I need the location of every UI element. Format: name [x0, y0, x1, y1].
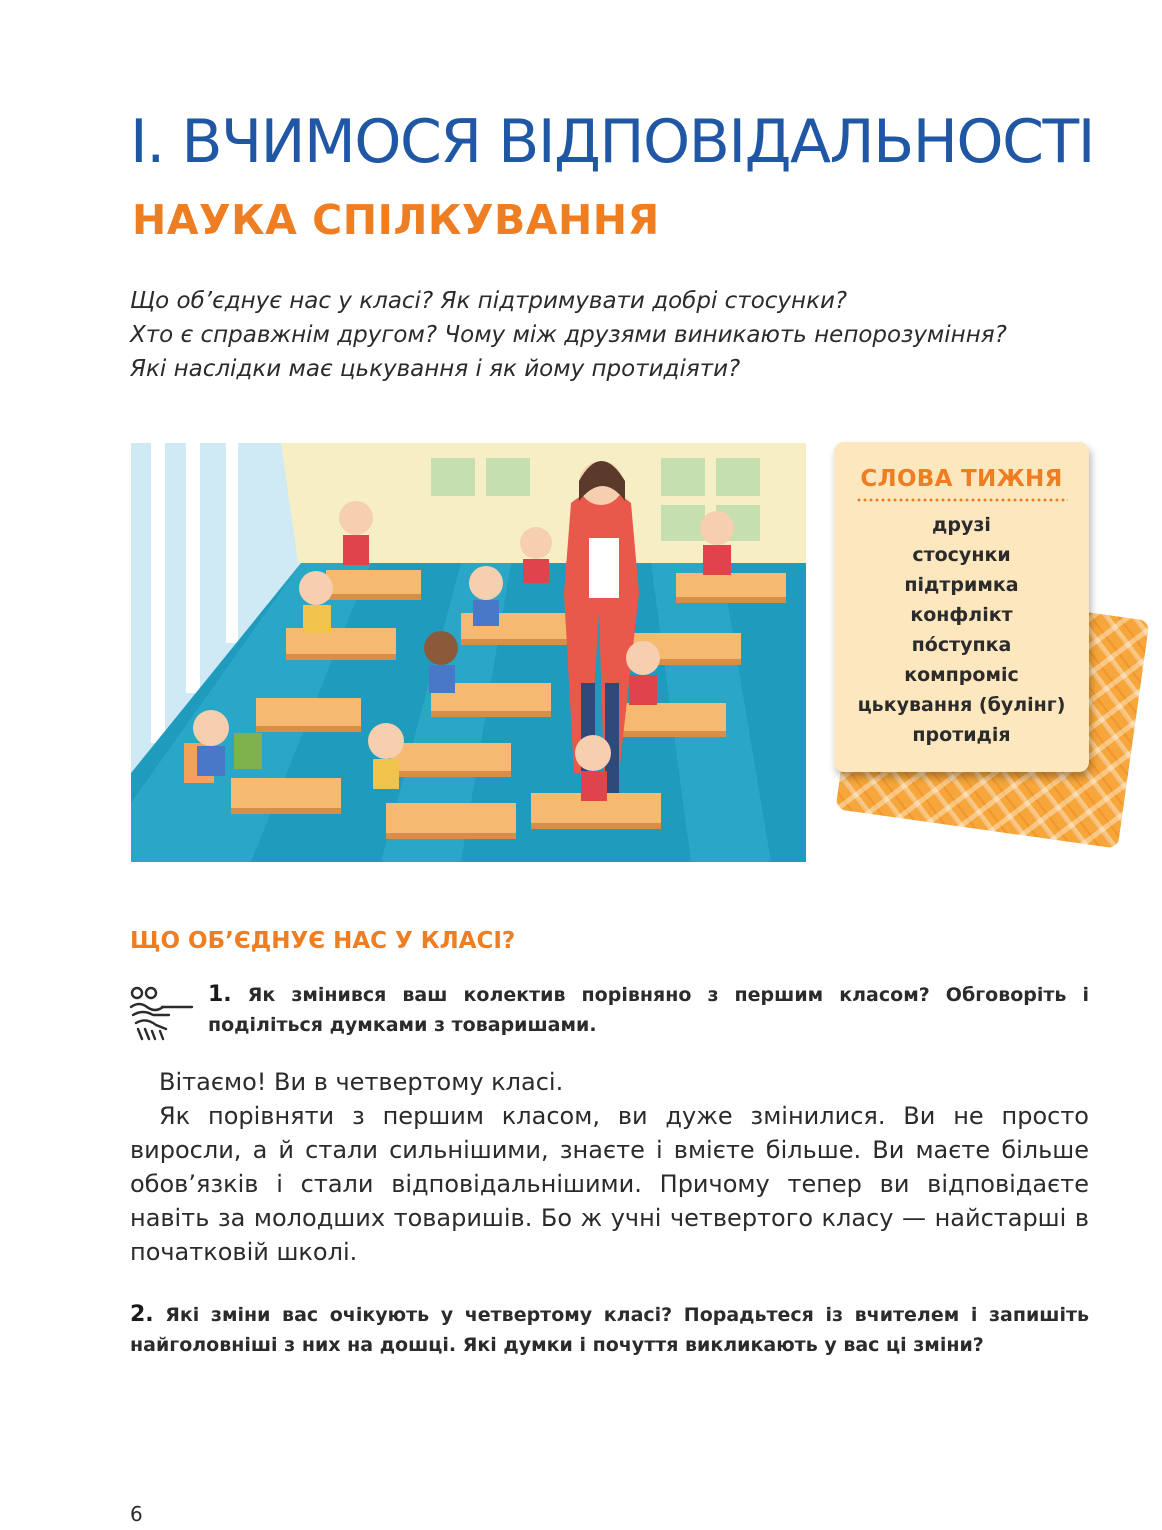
task-2	[130, 1300, 1089, 1360]
page-title: І. ВЧИМОСЯ ВІДПОВІДАЛЬНОСТІ	[130, 107, 1094, 177]
intro-question: Хто є справжнім другом? Чому між друзями виникають непорозуміння?	[130, 322, 1007, 348]
words-of-week-title: СЛОВА ТИЖНЯ	[860, 466, 1063, 492]
word-item: цькування (булінг)	[857, 694, 1066, 716]
body-paragraph: Як порівняти з першим класом, ви дуже змінилися. Ви не просто виросли, а й стали сильнішими, знаєте і вмієте більше. Ви маєте більше обов’язків і стали відповідальнішими. Причому тепер ви відповідаєте навіть за молодших товаришів. Бо ж учні четвертого класу — найстарші в початковій школі.	[130, 1102, 1089, 1266]
body-text	[130, 1065, 1089, 1269]
intro-question: Що об’єднує нас у класі? Як підтримувати добрі стосунки?	[130, 288, 848, 314]
word-item: по́ступка	[911, 634, 1012, 656]
page-number: 6	[130, 1502, 143, 1526]
task-1-text: Як змінився ваш колектив порівняно з першим класом? Обговоріть і поділіться думками з товаришами.	[208, 984, 1090, 1036]
words-of-week-list	[834, 510, 1089, 750]
intro-question: Які наслідки має цькування і як йому протидіяти?	[130, 356, 741, 382]
words-of-week-panel	[820, 440, 1150, 880]
words-of-week-card	[834, 442, 1089, 772]
lesson-subtitle: НАУКА СПІЛКУВАННЯ	[132, 196, 660, 244]
word-item: друзі	[932, 514, 991, 536]
group-discussion-icon	[128, 985, 194, 1041]
intro-questions	[130, 284, 1130, 386]
word-item: компроміс	[904, 664, 1019, 686]
task-1	[208, 980, 1089, 1040]
dotted-divider	[856, 498, 1068, 502]
word-item: конфлікт	[910, 604, 1013, 626]
task-1-number: 1.	[208, 982, 232, 1007]
section-heading: ЩО ОБ’ЄДНУЄ НАС У КЛАСІ?	[130, 928, 516, 954]
task-2-number: 2.	[130, 1302, 154, 1327]
word-item: підтримка	[904, 574, 1019, 596]
word-item: стосунки	[912, 544, 1011, 566]
word-item: протидія	[912, 724, 1011, 746]
classroom-illustration	[131, 443, 806, 862]
task-2-text: Які зміни вас очікують у четвертому класі? Порадьтеся із вчителем і запишіть найголовніші з них на дошці. Які думки і почуття викликають у вас ці зміни?	[130, 1304, 1089, 1356]
body-paragraph: Вітаємо! Ви в четвертому класі.	[159, 1068, 564, 1096]
